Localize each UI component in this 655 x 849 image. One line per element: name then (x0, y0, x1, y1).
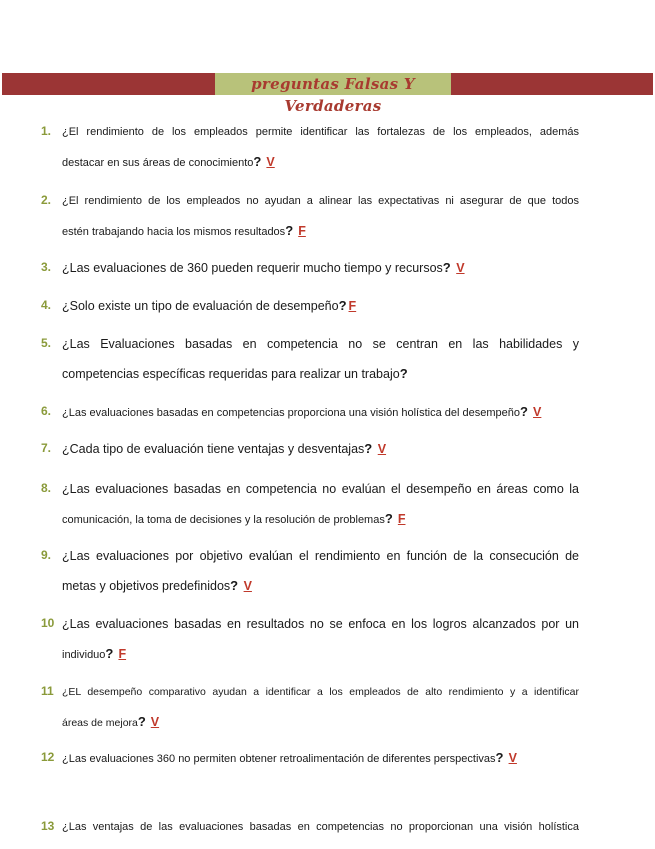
question-text (62, 750, 579, 780)
title-banner (2, 73, 653, 115)
answer-mark: V (377, 442, 387, 456)
question-mark: ? (442, 260, 451, 275)
question-line: ¿Las evaluaciones de 360 pueden requerir mucho tiempo y recursos (62, 261, 443, 275)
question-mark: ? (253, 154, 262, 169)
answer-mark: F (397, 512, 406, 526)
question-line: áreas de mejora (62, 717, 138, 729)
answer-mark: F (348, 299, 357, 313)
question-mark: ? (384, 511, 393, 526)
question-line: ¿Las evaluaciones basadas en competencias proporciona una visión holística del desempeño (62, 407, 521, 419)
question-text (62, 684, 579, 744)
question-mark: ? (364, 441, 373, 456)
question-number: 6. (41, 404, 52, 418)
question-line: ¿El rendimiento de los empleados permite identificar las fortalezas de los empleados, además (62, 126, 579, 138)
question-number: 12 (41, 750, 55, 764)
question-mark: ? (137, 714, 146, 729)
question-number: 1. (41, 124, 52, 138)
question-line: competencias específicas requeridas para realizar un trabajo (62, 367, 400, 381)
question-number: 5. (41, 336, 52, 350)
question-mark: ? (230, 578, 239, 593)
page-title: preguntas Falsas Y Verdaderas (215, 73, 451, 95)
question-line: individuo (62, 649, 106, 661)
question-number: 11 (41, 684, 54, 698)
question-text (62, 548, 579, 608)
question-number: 8. (41, 481, 52, 495)
question-line: ¿Las evaluaciones basadas en competencia no evalúan el desempeño en áreas como la (62, 482, 579, 496)
question-text (62, 819, 579, 849)
question-text (62, 298, 579, 328)
question-text (62, 336, 579, 396)
answer-mark: V (456, 261, 465, 275)
question-mark: ? (495, 750, 504, 765)
question-line: ¿Las evaluaciones basadas en resultados no se enfoca en los logros alcanzados por un (62, 617, 579, 631)
question-number: 2. (41, 193, 52, 207)
question-line: ¿Las Evaluaciones basadas en competencia no se centran en las habilidades y (62, 337, 579, 351)
answer-mark: V (533, 405, 542, 419)
question-line: metas y objetivos predefinidos (62, 579, 231, 593)
question-line: ¿Las evaluaciones por objetivo evalúan el rendimiento en función de la consecución de (62, 549, 579, 563)
question-line: ¿Cada tipo de evaluación tiene ventajas y desventajas (62, 442, 365, 456)
question-text (62, 404, 579, 434)
question-text (62, 124, 579, 184)
question-number: 4. (41, 298, 52, 312)
answer-mark: V (266, 155, 275, 169)
answer-mark: V (243, 579, 252, 593)
question-number: 3. (41, 260, 52, 274)
question-mark: ? (338, 298, 347, 313)
question-mark: ? (105, 646, 114, 661)
question-line: estén trabajando hacia los mismos resultados (62, 226, 286, 238)
answer-mark: F (118, 647, 127, 661)
question-number: 10 (41, 616, 55, 630)
question-text (62, 441, 579, 471)
question-mark: ? (520, 404, 528, 419)
question-line: comunicación, la toma de decisiones y la resolución de problemas (62, 514, 385, 526)
answer-mark: V (508, 751, 517, 765)
question-mark: ? (399, 366, 408, 381)
question-line: ¿El rendimiento de los empleados no ayudan a alinear las expectativas ni asegurar de que todos (62, 195, 579, 207)
question-line: destacar en sus áreas de conocimiento (62, 157, 254, 169)
question-mark: ? (285, 223, 294, 238)
question-line: ¿EL desempeño comparativo ayudan a identificar a los empleados de alto rendimiento y a identificar (62, 686, 579, 698)
answer-mark: V (150, 715, 160, 729)
question-text (62, 193, 579, 253)
answer-mark: F (298, 224, 306, 238)
question-number: 13 (41, 819, 55, 833)
question-line: ¿Solo existe un tipo de evaluación de desempeño (62, 299, 339, 313)
question-number: 7. (41, 441, 52, 455)
question-line: ¿Las ventajas de las evaluaciones basadas en competencias no proporcionan una visión holística (62, 821, 579, 833)
question-text (62, 260, 579, 290)
question-number: 9. (41, 548, 52, 562)
question-text (62, 616, 579, 676)
question-text (62, 481, 579, 541)
question-line: ¿Las evaluaciones 360 no permiten obtener retroalimentación de diferentes perspectivas (62, 753, 496, 765)
